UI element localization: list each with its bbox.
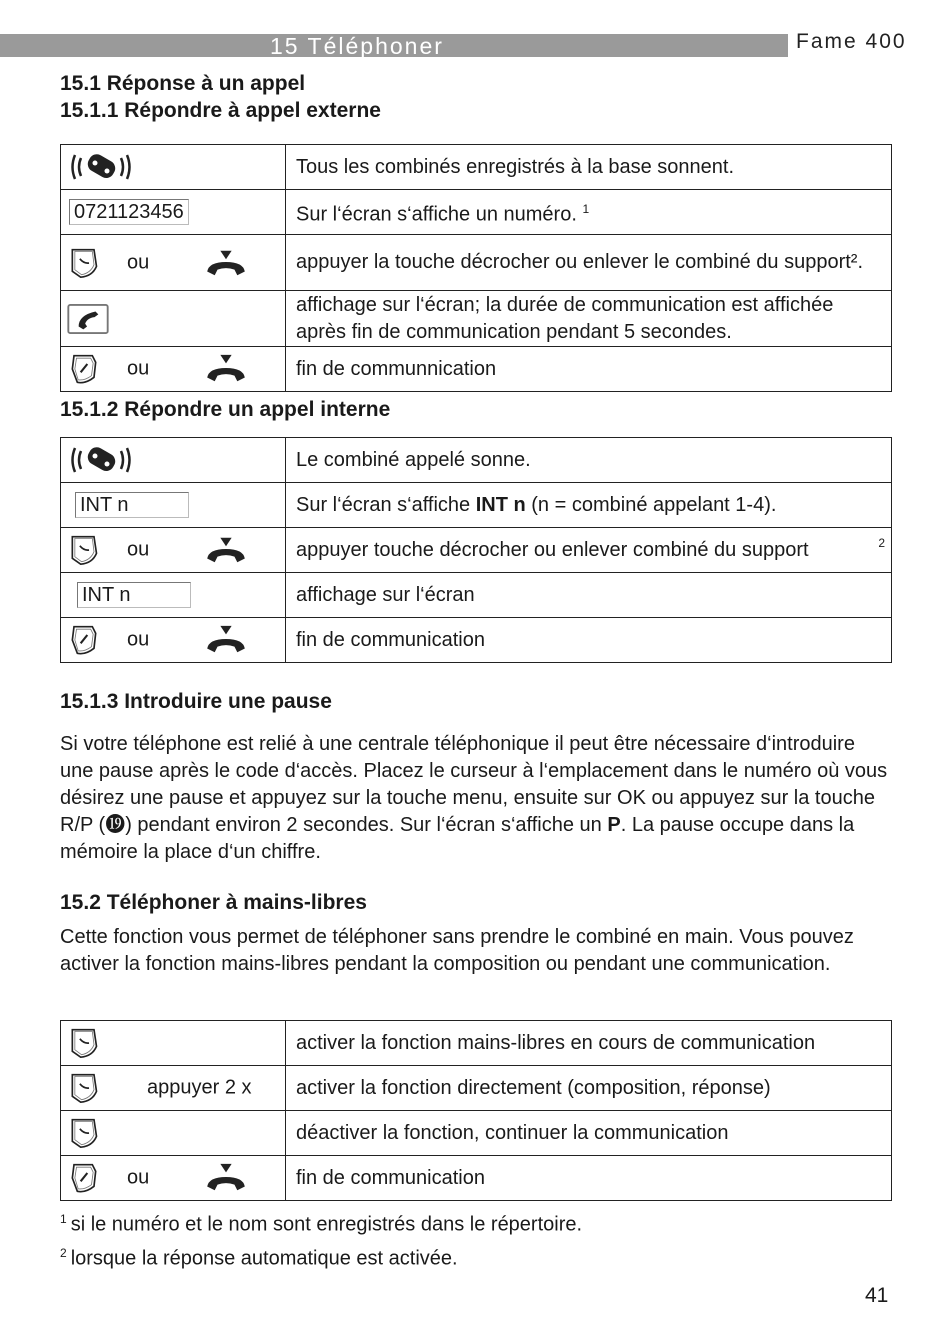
display-int: INT n — [75, 492, 189, 518]
row-text: Sur l‘écran s‘affiche — [296, 493, 476, 516]
row-text: appuyer la touche décrocher ou enlever le combiné du support². — [286, 235, 892, 291]
or-label: ou — [127, 357, 150, 380]
table-row — [61, 190, 892, 235]
handset-down-icon — [203, 1162, 249, 1194]
pause-symbol: P — [607, 814, 621, 836]
footnote-text: si le numéro et le nom sont enregistrés dans le répertoire. — [70, 1213, 583, 1236]
row-text-bold: INT n — [475, 493, 526, 516]
table-row — [61, 528, 892, 573]
row-text: déactiver la fonction, continuer la communication — [286, 1111, 892, 1156]
or-label: ou — [127, 1166, 150, 1189]
header-bar — [0, 34, 788, 57]
footnote-text: lorsque la réponse automatique est activée. — [70, 1247, 458, 1270]
table-row — [61, 618, 892, 663]
section-15-1-1-heading: 15.1.1 Répondre à appel externe — [60, 99, 381, 122]
row-text: affichage sur l‘écran — [286, 573, 892, 618]
end-key-icon — [69, 1161, 99, 1195]
table-row — [61, 235, 892, 291]
handset-lift-icon — [203, 247, 249, 279]
section-15-1-3-heading: 15.1.3 Introduire une pause — [60, 690, 332, 713]
external-call-table — [60, 144, 892, 392]
table-row — [61, 1021, 892, 1066]
row-text: fin de communication — [286, 618, 892, 663]
row-text: Sur l‘écran s‘affiche un numéro. — [296, 203, 583, 226]
row-text: Le combiné appelé sonne. — [286, 438, 892, 483]
table-row — [61, 347, 892, 392]
chapter-title: 15 Téléphoner — [270, 33, 444, 59]
pause-paragraph — [60, 731, 890, 866]
or-label: ou — [127, 628, 150, 651]
handset-lift-icon — [203, 534, 249, 566]
handsfree-table — [60, 1020, 892, 1201]
talk-key-icon — [69, 246, 99, 280]
row-text: appuyer touche décrocher ou enlever combiné du support — [296, 538, 809, 561]
talk-key-icon — [69, 1026, 99, 1060]
section-15-1-heading: 15.1 Réponse à un appel — [60, 72, 306, 95]
row-text: fin de communication — [286, 1156, 892, 1201]
table-row — [61, 1156, 892, 1201]
row-text: activer la fonction directement (composition, réponse) — [286, 1066, 892, 1111]
paragraph-text: . La pause occupe dans la mémoire la place d‘un chiffre. — [60, 814, 855, 863]
footnote-number: 2 — [60, 1246, 67, 1260]
ringing-handset-icon — [69, 440, 133, 480]
table-row — [61, 145, 892, 190]
talk-key-icon — [69, 1071, 99, 1105]
footnote-ref: 1 — [582, 201, 590, 216]
rp-key-symbol: ⓳ — [105, 814, 126, 836]
footnote-ref: 2 — [878, 536, 885, 550]
section-15-2-heading: 15.2 Téléphoner à mains-libres — [60, 891, 367, 914]
paragraph-text: ) pendant environ 2 secondes. Sur l‘écran s‘affiche un — [125, 814, 608, 836]
or-label: ou — [127, 251, 150, 273]
paragraph-text: Si votre téléphone est relié à une centrale téléphonique il peut être nécessaire d‘introduire une pause après le code d‘accès. Placez le curseur à l‘emplacement dans le numéro où vous désirez une pause et appuyez sur la touche menu, ensuite sur OK ou appuyez sur la touche R/P ( — [60, 733, 888, 836]
handset-down-icon — [203, 624, 249, 656]
end-key-icon — [69, 352, 99, 386]
page-number: 41 — [865, 1284, 889, 1307]
handset-down-icon — [203, 353, 249, 385]
table-row — [61, 573, 892, 618]
model-name: Fame 400 — [796, 30, 907, 53]
table-row — [61, 1066, 892, 1111]
footnote-number: 1 — [60, 1212, 67, 1226]
talk-key-icon — [69, 533, 99, 567]
footnote-1 — [60, 1212, 582, 1237]
row-text: (n = combiné appelant 1-4). — [525, 493, 777, 516]
internal-call-table — [60, 437, 892, 663]
section-15-1-2-heading: 15.1.2 Répondre un appel interne — [60, 398, 391, 421]
row-text: fin de communnication — [286, 347, 892, 392]
or-label: ou — [127, 538, 150, 561]
row-text: activer la fonction mains-libres en cours de communication — [286, 1021, 892, 1066]
table-row — [61, 438, 892, 483]
press-twice-label: appuyer 2 x — [147, 1076, 252, 1099]
footnote-2 — [60, 1246, 458, 1271]
call-active-icon — [67, 304, 109, 334]
row-text: Tous les combinés enregistrés à la base sonnent. — [286, 145, 892, 190]
display-number: 0721123456 — [69, 199, 189, 225]
row-text: affichage sur l‘écran; la durée de communication est affichée après fin de communication pendant 5 secondes. — [286, 291, 892, 347]
table-row — [61, 483, 892, 528]
ringing-handset-icon — [69, 147, 133, 187]
handsfree-paragraph: Cette fonction vous permet de téléphoner sans prendre le combiné en main. Vous pouvez activer la fonction mains-libres pendant la composition ou pendant une communication. — [60, 926, 854, 975]
talk-key-icon — [69, 1116, 99, 1150]
table-row — [61, 1111, 892, 1156]
display-int: INT n — [77, 582, 191, 608]
end-key-icon — [69, 623, 99, 657]
table-row — [61, 291, 892, 347]
